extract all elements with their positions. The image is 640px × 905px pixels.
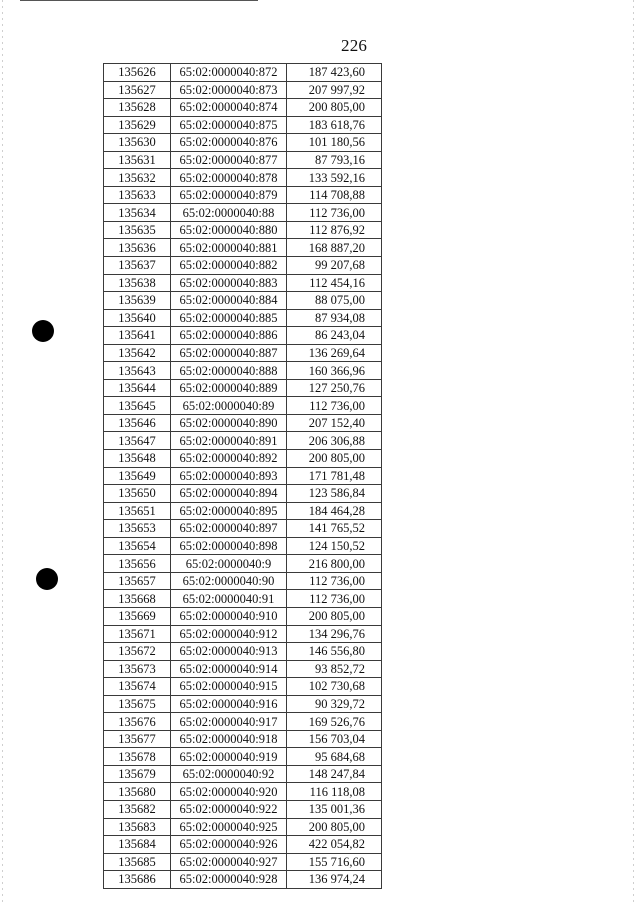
table-row — [104, 730, 382, 748]
row-number-cell: 135673 — [104, 660, 171, 678]
cadastral-value-cell: 155 716,60 — [287, 853, 382, 871]
table-row — [104, 379, 382, 397]
row-number-cell: 135656 — [104, 555, 171, 573]
cadastral-value-table — [103, 63, 382, 889]
cadastral-value-cell: 160 366,96 — [287, 362, 382, 380]
cadastral-number-cell: 65:02:0000040:915 — [171, 678, 287, 696]
cadastral-number-cell: 65:02:0000040:928 — [171, 871, 287, 889]
table-row — [104, 765, 382, 783]
cadastral-number-cell: 65:02:0000040:876 — [171, 134, 287, 152]
cadastral-value-cell: 200 805,00 — [287, 607, 382, 625]
cadastral-number-cell: 65:02:0000040:90 — [171, 572, 287, 590]
cadastral-number-cell: 65:02:0000040:883 — [171, 274, 287, 292]
cadastral-value-cell: 207 997,92 — [287, 81, 382, 99]
table-row — [104, 818, 382, 836]
cadastral-number-cell: 65:02:0000040:926 — [171, 836, 287, 854]
row-number-cell: 135626 — [104, 64, 171, 82]
cadastral-value-cell: 183 618,76 — [287, 116, 382, 134]
row-number-cell: 135642 — [104, 344, 171, 362]
cadastral-value-cell: 123 586,84 — [287, 485, 382, 503]
row-number-cell: 135678 — [104, 748, 171, 766]
row-number-cell: 135643 — [104, 362, 171, 380]
row-number-cell: 135679 — [104, 765, 171, 783]
cadastral-value-cell: 169 526,76 — [287, 713, 382, 731]
table-row — [104, 660, 382, 678]
row-number-cell: 135627 — [104, 81, 171, 99]
cadastral-number-cell: 65:02:0000040:877 — [171, 151, 287, 169]
cadastral-number-cell: 65:02:0000040:895 — [171, 502, 287, 520]
row-number-cell: 135629 — [104, 116, 171, 134]
row-number-cell: 135648 — [104, 450, 171, 468]
row-number-cell: 135682 — [104, 800, 171, 818]
cadastral-number-cell: 65:02:0000040:91 — [171, 590, 287, 608]
row-number-cell: 135641 — [104, 327, 171, 345]
table-row — [104, 309, 382, 327]
table-row — [104, 362, 382, 380]
table-row — [104, 713, 382, 731]
cadastral-value-cell: 112 876,92 — [287, 221, 382, 239]
table-row — [104, 239, 382, 257]
table-row — [104, 432, 382, 450]
top-rule — [20, 0, 258, 1]
table-row — [104, 467, 382, 485]
table-row — [104, 572, 382, 590]
table-row — [104, 485, 382, 503]
cadastral-number-cell: 65:02:0000040:916 — [171, 695, 287, 713]
row-number-cell: 135639 — [104, 292, 171, 310]
cadastral-number-cell: 65:02:0000040:918 — [171, 730, 287, 748]
row-number-cell: 135675 — [104, 695, 171, 713]
table-row — [104, 836, 382, 854]
cadastral-number-cell: 65:02:0000040:887 — [171, 344, 287, 362]
table-row — [104, 151, 382, 169]
row-number-cell: 135644 — [104, 379, 171, 397]
cadastral-value-cell: 171 781,48 — [287, 467, 382, 485]
scan-edge-left — [2, 0, 3, 905]
table-row — [104, 344, 382, 362]
row-number-cell: 135650 — [104, 485, 171, 503]
cadastral-number-cell: 65:02:0000040:891 — [171, 432, 287, 450]
table-row — [104, 81, 382, 99]
scan-edge-right — [633, 0, 634, 905]
row-number-cell: 135631 — [104, 151, 171, 169]
cadastral-number-cell: 65:02:0000040:888 — [171, 362, 287, 380]
cadastral-number-cell: 65:02:0000040:893 — [171, 467, 287, 485]
cadastral-value-cell: 206 306,88 — [287, 432, 382, 450]
table-row — [104, 186, 382, 204]
punch-hole-top — [32, 320, 54, 342]
cadastral-value-cell: 184 464,28 — [287, 502, 382, 520]
cadastral-number-cell: 65:02:0000040:886 — [171, 327, 287, 345]
table-row — [104, 292, 382, 310]
table-row — [104, 748, 382, 766]
cadastral-value-cell: 124 150,52 — [287, 537, 382, 555]
cadastral-value-cell: 127 250,76 — [287, 379, 382, 397]
cadastral-value-cell: 87 793,16 — [287, 151, 382, 169]
cadastral-number-cell: 65:02:0000040:922 — [171, 800, 287, 818]
cadastral-value-cell: 112 736,00 — [287, 204, 382, 222]
row-number-cell: 135668 — [104, 590, 171, 608]
cadastral-value-cell: 136 269,64 — [287, 344, 382, 362]
row-number-cell: 135634 — [104, 204, 171, 222]
cadastral-value-cell: 112 454,16 — [287, 274, 382, 292]
cadastral-number-cell: 65:02:0000040:879 — [171, 186, 287, 204]
cadastral-value-cell: 133 592,16 — [287, 169, 382, 187]
row-number-cell: 135654 — [104, 537, 171, 555]
cadastral-number-cell: 65:02:0000040:889 — [171, 379, 287, 397]
cadastral-number-cell: 65:02:0000040:894 — [171, 485, 287, 503]
cadastral-number-cell: 65:02:0000040:9 — [171, 555, 287, 573]
cadastral-value-cell: 168 887,20 — [287, 239, 382, 257]
row-number-cell: 135645 — [104, 397, 171, 415]
row-number-cell: 135628 — [104, 99, 171, 117]
table-row — [104, 800, 382, 818]
table-row — [104, 590, 382, 608]
cadastral-value-cell: 200 805,00 — [287, 450, 382, 468]
row-number-cell: 135674 — [104, 678, 171, 696]
cadastral-number-cell: 65:02:0000040:898 — [171, 537, 287, 555]
row-number-cell: 135653 — [104, 520, 171, 538]
table-row — [104, 607, 382, 625]
table-row — [104, 625, 382, 643]
row-number-cell: 135672 — [104, 643, 171, 661]
table-row — [104, 204, 382, 222]
cadastral-number-cell: 65:02:0000040:873 — [171, 81, 287, 99]
table-row — [104, 871, 382, 889]
row-number-cell: 135637 — [104, 257, 171, 275]
row-number-cell: 135657 — [104, 572, 171, 590]
cadastral-value-cell: 101 180,56 — [287, 134, 382, 152]
cadastral-number-cell: 65:02:0000040:89 — [171, 397, 287, 415]
cadastral-number-cell: 65:02:0000040:885 — [171, 309, 287, 327]
row-number-cell: 135638 — [104, 274, 171, 292]
cadastral-number-cell: 65:02:0000040:892 — [171, 450, 287, 468]
cadastral-number-cell: 65:02:0000040:925 — [171, 818, 287, 836]
cadastral-number-cell: 65:02:0000040:884 — [171, 292, 287, 310]
table-row — [104, 169, 382, 187]
cadastral-number-cell: 65:02:0000040:880 — [171, 221, 287, 239]
table-row — [104, 450, 382, 468]
cadastral-number-cell: 65:02:0000040:917 — [171, 713, 287, 731]
cadastral-number-cell: 65:02:0000040:914 — [171, 660, 287, 678]
table-row — [104, 555, 382, 573]
cadastral-value-cell: 422 054,82 — [287, 836, 382, 854]
table-row — [104, 274, 382, 292]
table-row — [104, 134, 382, 152]
row-number-cell: 135647 — [104, 432, 171, 450]
table-row — [104, 221, 382, 239]
cadastral-number-cell: 65:02:0000040:874 — [171, 99, 287, 117]
table-row — [104, 520, 382, 538]
row-number-cell: 135635 — [104, 221, 171, 239]
cadastral-value-cell: 207 152,40 — [287, 414, 382, 432]
table-row — [104, 257, 382, 275]
table-row — [104, 502, 382, 520]
row-number-cell: 135630 — [104, 134, 171, 152]
row-number-cell: 135680 — [104, 783, 171, 801]
cadastral-number-cell: 65:02:0000040:875 — [171, 116, 287, 134]
table-body — [104, 64, 382, 889]
cadastral-value-cell: 200 805,00 — [287, 818, 382, 836]
cadastral-value-cell: 112 736,00 — [287, 397, 382, 415]
cadastral-number-cell: 65:02:0000040:913 — [171, 643, 287, 661]
table-row — [104, 414, 382, 432]
cadastral-value-cell: 112 736,00 — [287, 572, 382, 590]
cadastral-value-cell: 200 805,00 — [287, 99, 382, 117]
cadastral-value-cell: 90 329,72 — [287, 695, 382, 713]
row-number-cell: 135640 — [104, 309, 171, 327]
table-row — [104, 99, 382, 117]
table-row — [104, 327, 382, 345]
table-row — [104, 853, 382, 871]
cadastral-number-cell: 65:02:0000040:92 — [171, 765, 287, 783]
cadastral-number-cell: 65:02:0000040:88 — [171, 204, 287, 222]
table-row — [104, 643, 382, 661]
table-row — [104, 116, 382, 134]
cadastral-value-cell: 216 800,00 — [287, 555, 382, 573]
cadastral-value-cell: 87 934,08 — [287, 309, 382, 327]
cadastral-value-cell: 116 118,08 — [287, 783, 382, 801]
cadastral-value-cell: 99 207,68 — [287, 257, 382, 275]
row-number-cell: 135636 — [104, 239, 171, 257]
cadastral-number-cell: 65:02:0000040:919 — [171, 748, 287, 766]
row-number-cell: 135632 — [104, 169, 171, 187]
cadastral-value-cell: 112 736,00 — [287, 590, 382, 608]
row-number-cell: 135683 — [104, 818, 171, 836]
table-row — [104, 678, 382, 696]
table-row — [104, 537, 382, 555]
cadastral-number-cell: 65:02:0000040:920 — [171, 783, 287, 801]
row-number-cell: 135677 — [104, 730, 171, 748]
row-number-cell: 135684 — [104, 836, 171, 854]
page-number: 226 — [341, 36, 368, 55]
cadastral-value-cell: 114 708,88 — [287, 186, 382, 204]
cadastral-value-cell: 88 075,00 — [287, 292, 382, 310]
cadastral-number-cell: 65:02:0000040:910 — [171, 607, 287, 625]
cadastral-number-cell: 65:02:0000040:912 — [171, 625, 287, 643]
row-number-cell: 135646 — [104, 414, 171, 432]
cadastral-number-cell: 65:02:0000040:881 — [171, 239, 287, 257]
cadastral-value-cell: 93 852,72 — [287, 660, 382, 678]
cadastral-value-cell: 134 296,76 — [287, 625, 382, 643]
cadastral-number-cell: 65:02:0000040:927 — [171, 853, 287, 871]
row-number-cell: 135686 — [104, 871, 171, 889]
cadastral-value-cell: 95 684,68 — [287, 748, 382, 766]
row-number-cell: 135669 — [104, 607, 171, 625]
row-number-cell: 135651 — [104, 502, 171, 520]
table-row — [104, 397, 382, 415]
table-row — [104, 695, 382, 713]
cadastral-value-cell: 187 423,60 — [287, 64, 382, 82]
cadastral-number-cell: 65:02:0000040:872 — [171, 64, 287, 82]
cadastral-value-cell: 102 730,68 — [287, 678, 382, 696]
cadastral-value-cell: 146 556,80 — [287, 643, 382, 661]
cadastral-number-cell: 65:02:0000040:878 — [171, 169, 287, 187]
cadastral-value-cell: 86 243,04 — [287, 327, 382, 345]
cadastral-number-cell: 65:02:0000040:897 — [171, 520, 287, 538]
row-number-cell: 135676 — [104, 713, 171, 731]
table-row — [104, 783, 382, 801]
row-number-cell: 135671 — [104, 625, 171, 643]
row-number-cell: 135633 — [104, 186, 171, 204]
row-number-cell: 135685 — [104, 853, 171, 871]
punch-hole-bottom — [36, 568, 58, 590]
cadastral-value-cell: 136 974,24 — [287, 871, 382, 889]
row-number-cell: 135649 — [104, 467, 171, 485]
cadastral-value-cell: 148 247,84 — [287, 765, 382, 783]
cadastral-value-cell: 135 001,36 — [287, 800, 382, 818]
cadastral-number-cell: 65:02:0000040:882 — [171, 257, 287, 275]
cadastral-number-cell: 65:02:0000040:890 — [171, 414, 287, 432]
table-row — [104, 64, 382, 82]
cadastral-value-cell: 156 703,04 — [287, 730, 382, 748]
cadastral-value-cell: 141 765,52 — [287, 520, 382, 538]
